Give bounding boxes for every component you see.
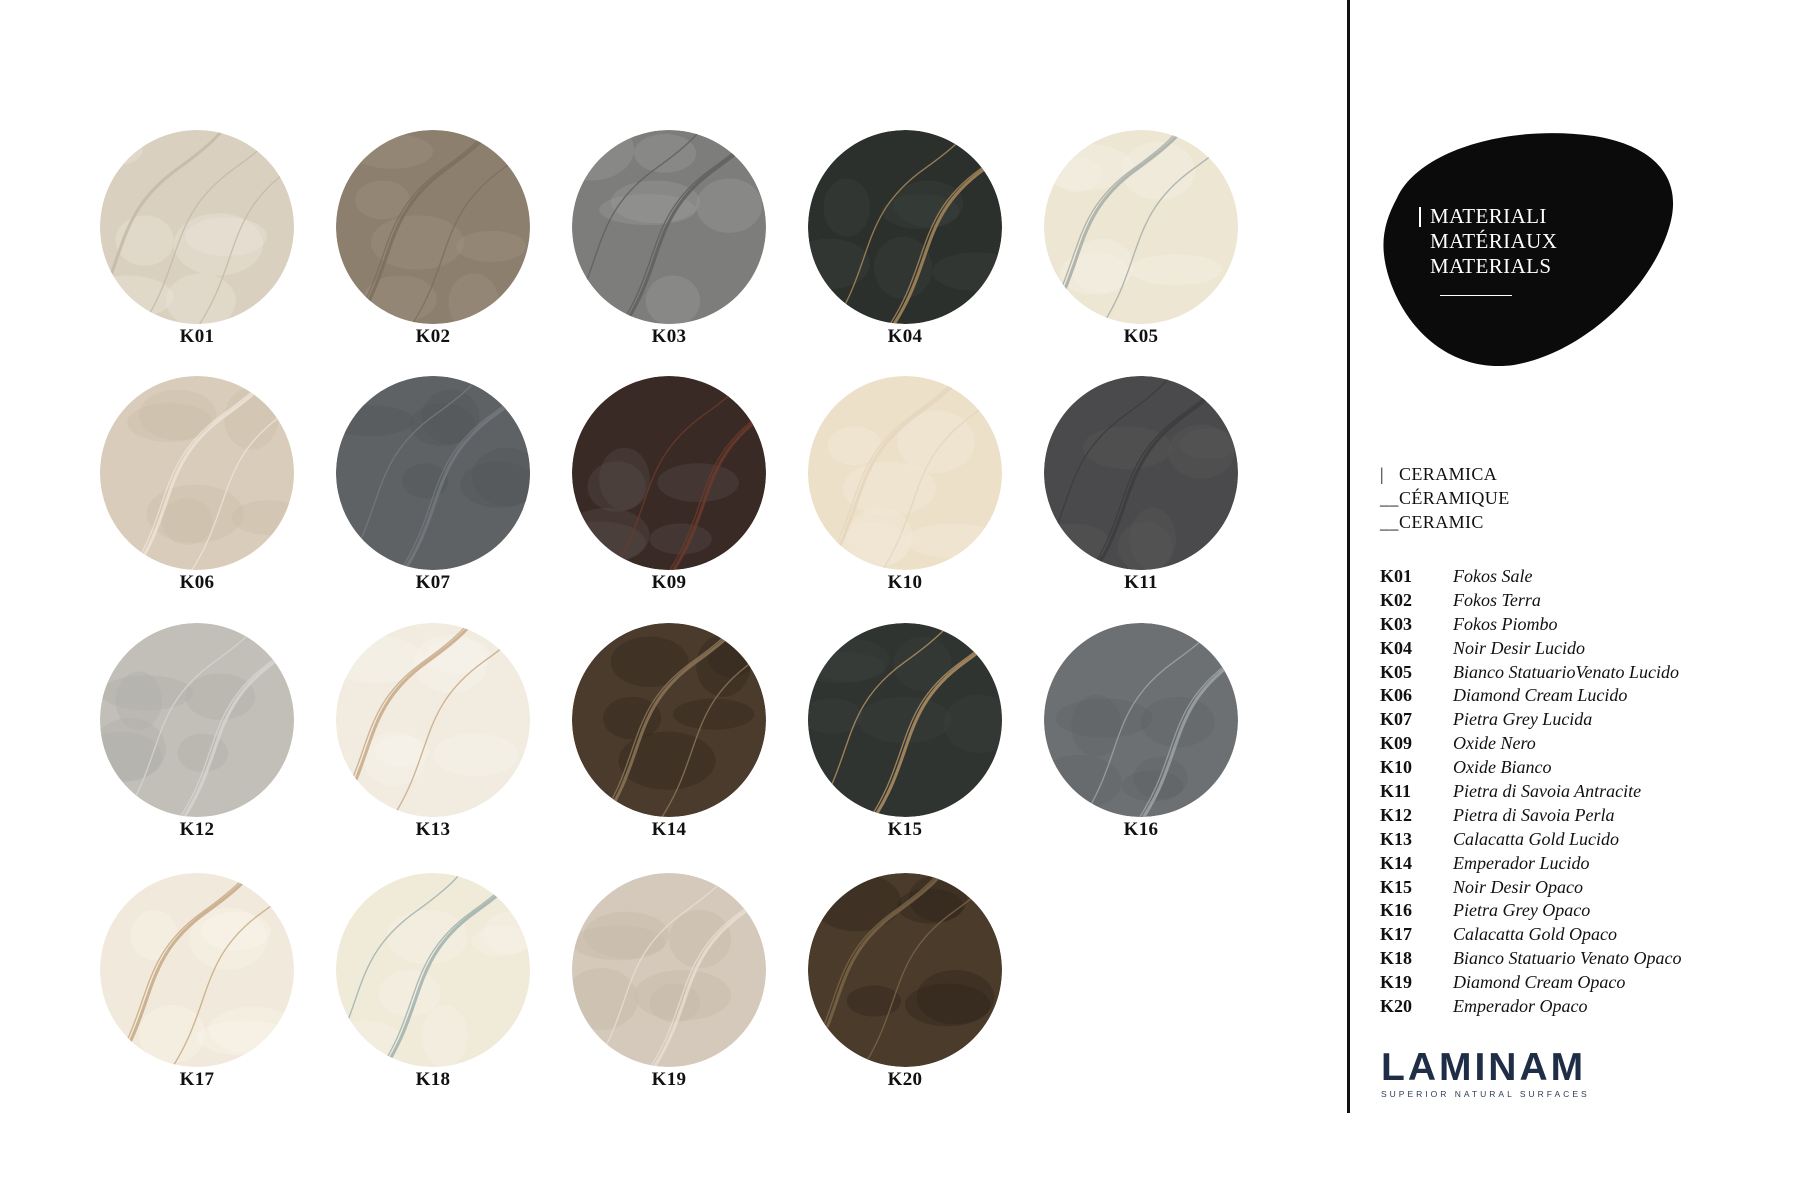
material-disc	[572, 623, 766, 817]
material-row	[1380, 803, 1800, 827]
material-code: K13	[1380, 828, 1413, 849]
material-row	[1380, 636, 1800, 660]
swatch-k16	[1041, 623, 1241, 853]
material-disc	[100, 376, 294, 570]
material-name: Pietra di Savoia Perla	[1453, 804, 1615, 825]
material-code: K11	[1380, 781, 1412, 802]
material-name: Bianco StatuarioVenato Lucido	[1453, 661, 1679, 682]
category-line-en: CERAMIC	[1399, 512, 1484, 532]
category-line-it: CERAMICA	[1399, 464, 1498, 484]
texture	[808, 623, 1002, 817]
material-row	[1380, 898, 1800, 922]
title-line-en: MATERIALS	[1430, 254, 1552, 278]
material-code: K14	[1380, 852, 1413, 873]
swatch-k15	[805, 623, 1005, 853]
material-code: K15	[1380, 876, 1413, 897]
brand-logo	[1381, 1048, 1590, 1099]
material-row	[1380, 564, 1800, 588]
title-block	[1430, 204, 1557, 279]
material-name: Diamond Cream Opaco	[1453, 972, 1626, 993]
swatch-code: K14	[651, 819, 687, 840]
texture	[336, 623, 530, 817]
material-name: Oxide Nero	[1453, 733, 1536, 754]
material-disc	[1044, 376, 1238, 570]
material-row	[1380, 946, 1800, 970]
material-code: K10	[1380, 757, 1413, 778]
swatch-k17	[97, 873, 297, 1103]
material-disc	[100, 623, 294, 817]
material-list	[1380, 564, 1800, 1018]
material-code: K05	[1380, 661, 1413, 682]
swatch-k14	[569, 623, 769, 853]
brand-tagline: SUPERIOR NATURAL SURFACES	[1381, 1089, 1590, 1099]
swatch-k04	[805, 130, 1005, 360]
swatch-code: K05	[1123, 326, 1159, 347]
material-row	[1380, 994, 1800, 1018]
swatch-k01	[97, 130, 297, 360]
category-leader: __	[1380, 512, 1399, 532]
material-disc	[808, 873, 1002, 1067]
material-name: Emperador Lucido	[1453, 852, 1590, 873]
swatch-code: K06	[179, 572, 215, 593]
material-row	[1380, 779, 1800, 803]
swatch-code: K09	[651, 572, 687, 593]
swatch-code: K01	[179, 326, 215, 347]
swatch-k05	[1041, 130, 1241, 360]
swatch-k12	[97, 623, 297, 853]
texture	[572, 130, 766, 324]
texture	[572, 873, 766, 1067]
swatch-k18	[333, 873, 533, 1103]
material-name: Calacatta Gold Opaco	[1453, 924, 1617, 945]
swatch-code: K07	[415, 572, 451, 593]
material-row	[1380, 660, 1800, 684]
swatch-k19	[569, 873, 769, 1103]
material-name: Noir Desir Opaco	[1453, 876, 1583, 897]
swatch-k10	[805, 376, 1005, 606]
category-line-fr: CÉRAMIQUE	[1399, 488, 1510, 508]
material-code: K12	[1380, 804, 1413, 825]
material-code: K16	[1380, 900, 1413, 921]
swatch-k06	[97, 376, 297, 606]
title-bar	[1419, 207, 1421, 227]
material-row	[1380, 731, 1800, 755]
material-code: K20	[1380, 996, 1413, 1017]
category-leader: __	[1380, 488, 1399, 508]
swatch-code: K03	[651, 326, 687, 347]
material-name: Pietra Grey Lucida	[1453, 709, 1593, 730]
swatch-k02	[333, 130, 533, 360]
swatch-code: K17	[179, 1069, 215, 1090]
texture	[100, 873, 294, 1067]
material-name: Pietra di Savoia Antracite	[1453, 781, 1642, 802]
material-code: K09	[1380, 733, 1413, 754]
material-disc	[572, 376, 766, 570]
title-line-it: MATERIALI	[1430, 204, 1547, 228]
swatch-code: K13	[415, 819, 451, 840]
swatch-code: K18	[415, 1069, 451, 1090]
texture	[1044, 130, 1238, 324]
swatch-k07	[333, 376, 533, 606]
swatch-code: K02	[415, 326, 451, 347]
material-row	[1380, 851, 1800, 875]
material-code: K07	[1380, 709, 1413, 730]
material-row	[1380, 683, 1800, 707]
swatch-k13	[333, 623, 533, 853]
texture	[808, 376, 1002, 570]
brand-name: LAMINAM	[1381, 1046, 1587, 1089]
texture	[100, 376, 294, 570]
swatch-code: K10	[887, 572, 923, 593]
material-name: Fokos Terra	[1453, 589, 1541, 610]
material-disc	[336, 376, 530, 570]
swatch-code: K12	[179, 819, 215, 840]
material-row	[1380, 588, 1800, 612]
texture	[336, 130, 530, 324]
category-heading	[1380, 462, 1510, 534]
swatch-code: K20	[887, 1069, 923, 1090]
material-disc	[336, 623, 530, 817]
swatch-code: K11	[1124, 572, 1158, 593]
material-disc	[808, 130, 1002, 324]
material-disc	[1044, 623, 1238, 817]
material-code: K02	[1380, 589, 1413, 610]
texture	[100, 623, 294, 817]
material-name: Emperador Opaco	[1453, 996, 1588, 1017]
material-name: Fokos Piombo	[1453, 613, 1558, 634]
texture	[808, 873, 1002, 1067]
material-disc	[808, 623, 1002, 817]
side-panel	[1350, 0, 1800, 1200]
category-leader: |	[1380, 464, 1385, 484]
material-name: Bianco Statuario Venato Opaco	[1453, 948, 1682, 969]
texture	[808, 130, 1002, 324]
material-code: K17	[1380, 924, 1413, 945]
swatch-k11	[1041, 376, 1241, 606]
material-row	[1380, 875, 1800, 899]
material-code: K01	[1380, 566, 1413, 586]
texture	[1044, 376, 1238, 570]
swatch-code: K16	[1123, 819, 1159, 840]
material-disc	[572, 873, 766, 1067]
swatch-code: K19	[651, 1069, 687, 1090]
swatch-k03	[569, 130, 769, 360]
material-name: Calacatta Gold Lucido	[1453, 828, 1619, 849]
material-name: Fokos Sale	[1453, 566, 1533, 586]
material-row	[1380, 922, 1800, 946]
material-disc	[572, 130, 766, 324]
texture	[572, 623, 766, 817]
texture	[336, 873, 530, 1067]
material-row	[1380, 755, 1800, 779]
texture	[336, 376, 530, 570]
swatch-code: K04	[887, 326, 923, 347]
title-line-fr: MATÉRIAUX	[1430, 229, 1558, 253]
title-rule	[1440, 295, 1512, 296]
material-disc	[100, 873, 294, 1067]
texture	[100, 130, 294, 324]
material-code: K18	[1380, 948, 1413, 969]
material-disc	[336, 873, 530, 1067]
texture	[572, 376, 766, 570]
material-row	[1380, 612, 1800, 636]
material-code: K19	[1380, 972, 1413, 993]
swatch-code: K15	[887, 819, 923, 840]
material-code: K04	[1380, 637, 1413, 658]
material-disc	[336, 130, 530, 324]
material-disc	[808, 376, 1002, 570]
material-name: Pietra Grey Opaco	[1453, 900, 1591, 921]
material-code: K03	[1380, 613, 1413, 634]
material-disc	[1044, 130, 1238, 324]
material-name: Oxide Bianco	[1453, 757, 1552, 778]
material-disc	[100, 130, 294, 324]
texture	[1044, 623, 1238, 817]
swatch-k20	[805, 873, 1005, 1103]
material-row	[1380, 827, 1800, 851]
material-code: K06	[1380, 685, 1413, 706]
material-name: Noir Desir Lucido	[1453, 637, 1586, 658]
swatch-k09	[569, 376, 769, 606]
material-name: Diamond Cream Lucido	[1453, 685, 1628, 706]
material-row	[1380, 707, 1800, 731]
material-row	[1380, 970, 1800, 994]
